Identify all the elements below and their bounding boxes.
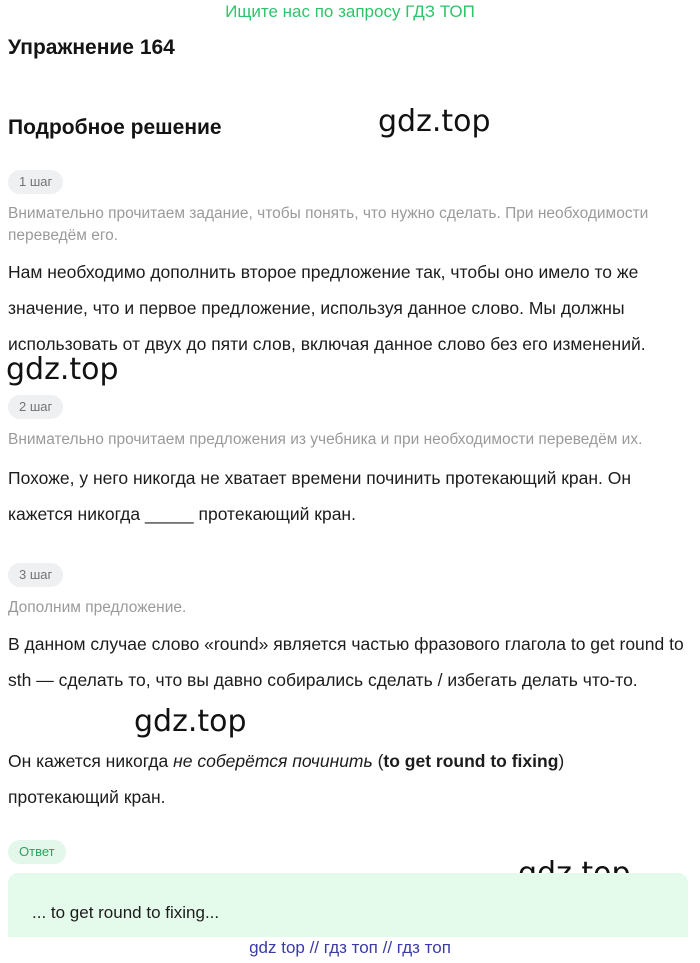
step-hint: Внимательно прочитаем задание, чтобы понять, что нужно сделать. При необходимости переведём его. [8,205,649,244]
page-title: Упражнение 164 [8,36,175,59]
step-hint: Дополним предложение. [8,599,187,616]
final-close: ) [558,751,565,771]
step-badge: 3 шаг [8,563,63,587]
final-bold: to get round to fixing [383,751,559,771]
final-italic: не соберётся починить [173,751,373,771]
step-badge: 2 шаг [8,395,63,419]
step-hint: Внимательно прочитаем предложения из учебника и при необходимости переведём их. [8,431,643,448]
step-badge: 1 шаг [8,170,63,194]
watermark: gdz.top [6,352,119,387]
section-title: Подробное решение [8,116,222,139]
step-text: Нам необходимо дополнить второе предложение так, чтобы оно имело то же значение, что и первое предложение, используя данное слово. Мы должны использовать от двух до пяти слов, включая данное слово без его изменений. [8,262,646,354]
answer-box [8,873,688,937]
final-sentence [8,743,692,815]
footer-links[interactable]: gdz top // гдз топ // гдз топ [249,938,451,957]
final-open: ( [372,751,384,771]
final-prefix: Он кажется никогда [8,751,174,771]
final-suffix: протекающий кран. [8,787,166,807]
step-text: В данном случае слово «round» является частью фразового глагола to get round to sth — сделать то, что вы давно собирались сделать / избегать делать что-то. [8,634,684,690]
answer-badge: Ответ [8,840,66,864]
promo-banner[interactable]: Ищите нас по запросу ГДЗ ТОП [225,2,475,21]
step-text: Похоже, у него никогда не хватает времени починить протекающий кран. Он кажется никогда _____ протекающий кран. [8,468,632,524]
watermark: gdz.top [134,704,247,739]
answer-text: ... to get round to fixing... [32,903,220,922]
watermark: gdz.top [378,104,491,139]
